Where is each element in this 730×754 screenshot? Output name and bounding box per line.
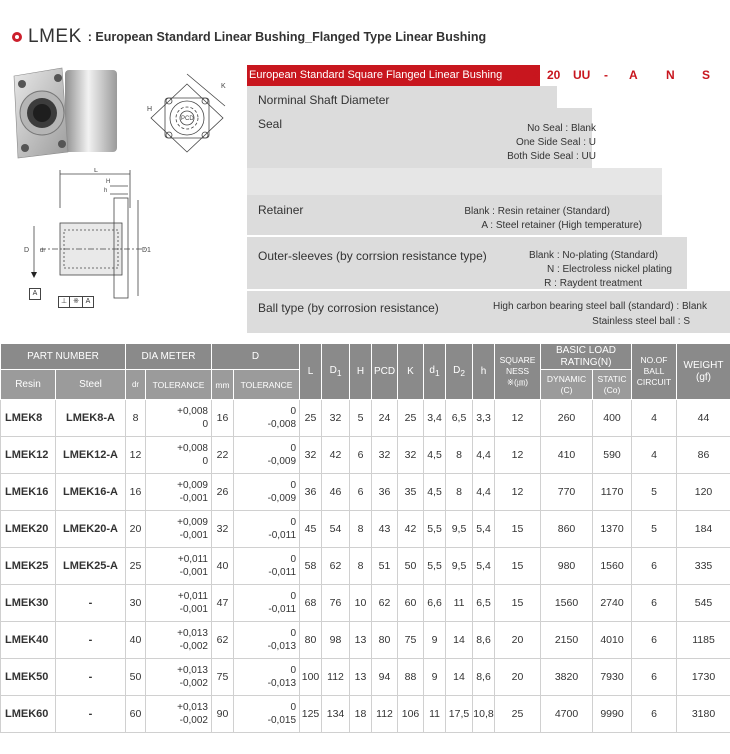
cell-d1-small: 5,5	[424, 511, 446, 548]
cell-d1: 32	[322, 400, 350, 437]
cell-d1: 134	[322, 696, 350, 733]
cell-k: 25	[398, 400, 424, 437]
product-illustrations	[0, 60, 245, 335]
th-resin: Resin	[1, 370, 56, 400]
cell-static: 7930	[593, 659, 632, 696]
cell-d-tolerance-value: -0,011	[268, 567, 297, 578]
cell-d: 32	[212, 511, 234, 548]
cell-d2: 6,5	[446, 400, 473, 437]
svg-text:D: D	[24, 247, 30, 254]
cell-d2: 9,5	[446, 548, 473, 585]
cell-pcd: 43	[372, 511, 398, 548]
cell-d1: 98	[322, 622, 350, 659]
th-l: L	[300, 344, 322, 400]
cell-h: 10	[350, 585, 372, 622]
cell-dr: 30	[126, 585, 146, 622]
cell-squareness: 25	[495, 696, 541, 733]
cell-dr: 40	[126, 622, 146, 659]
cell-d-tolerance-value: 0	[290, 480, 297, 491]
retainer-option-1: Blank : Resin retainer (Standard)	[464, 206, 610, 217]
cell-k: 35	[398, 474, 424, 511]
cell-dr-tolerance	[146, 400, 212, 437]
cell-d: 16	[212, 400, 234, 437]
cell-steel-part: LMEK20-A	[56, 511, 126, 548]
cell-d1-small: 6,6	[424, 585, 446, 622]
cell-l: 36	[300, 474, 322, 511]
cell-d: 62	[212, 622, 234, 659]
cell-d: 75	[212, 659, 234, 696]
cell-resin-part: LMEK8	[1, 400, 56, 437]
cell-steel-part: LMEK25-A	[56, 548, 126, 585]
cell-d-tolerance-value: -0,009	[267, 493, 297, 504]
cell-dr-tolerance-value: -0,001	[179, 530, 208, 541]
cell-static: 1370	[593, 511, 632, 548]
cell-h-small: 8,6	[473, 659, 495, 696]
table-row	[1, 659, 730, 696]
table-row	[1, 548, 730, 585]
cell-steel-part: LMEK16-A	[56, 474, 126, 511]
label-seal: Seal	[258, 117, 283, 131]
cell-weight: 335	[677, 548, 730, 585]
cell-d2: 11	[446, 585, 473, 622]
cell-squareness: 15	[495, 548, 541, 585]
cell-squareness: 20	[495, 659, 541, 696]
cell-d1-small: 3,4	[424, 400, 446, 437]
cell-weight: 545	[677, 585, 730, 622]
cell-d2: 8	[446, 437, 473, 474]
cell-weight: 44	[677, 400, 730, 437]
th-pcd: PCD	[372, 344, 398, 400]
cell-dr-tolerance-value: -0,002	[179, 715, 208, 726]
cell-d1: 54	[322, 511, 350, 548]
code-sleeve: N	[666, 68, 675, 82]
cell-weight: 1185	[677, 622, 730, 659]
tolerance-frame	[58, 296, 94, 308]
table-row	[1, 622, 730, 659]
th-part-number: PART NUMBER	[1, 344, 126, 370]
cell-dr-tolerance	[146, 548, 212, 585]
sleeve-option-3: R : Raydent treatment	[544, 278, 642, 289]
th-d1-small: $d_1$	[424, 344, 446, 400]
cell-static: 2740	[593, 585, 632, 622]
cell-h: 13	[350, 659, 372, 696]
table-row	[1, 585, 730, 622]
cell-d1-small: 5,5	[424, 548, 446, 585]
cell-resin-part: LMEK12	[1, 437, 56, 474]
cell-k: 32	[398, 437, 424, 474]
datum-label-a: A	[29, 288, 41, 300]
cell-d1: 112	[322, 659, 350, 696]
cell-ball-circuit: 6	[632, 622, 677, 659]
cell-squareness: 20	[495, 622, 541, 659]
svg-text:dr: dr	[40, 248, 46, 254]
cell-resin-part: LMEK30	[1, 585, 56, 622]
cell-squareness: 15	[495, 585, 541, 622]
cell-ball-circuit: 5	[632, 511, 677, 548]
cell-d1: 46	[322, 474, 350, 511]
ball-option-1: High carbon bearing steel ball (standard) : Blank	[492, 301, 707, 312]
cell-k: 50	[398, 548, 424, 585]
th-dynamic: DYNAMIC (C)	[541, 370, 593, 400]
cell-d: 40	[212, 548, 234, 585]
cell-pcd: 36	[372, 474, 398, 511]
cell-steel-part: LMEK12-A	[56, 437, 126, 474]
cell-h: 6	[350, 474, 372, 511]
perpendicular-symbol: ⊥	[59, 297, 70, 307]
cell-k: 42	[398, 511, 424, 548]
svg-text:PCD: PCD	[181, 116, 194, 122]
cell-h: 13	[350, 622, 372, 659]
cell-d-tolerance-value: 0	[290, 554, 297, 565]
cell-ball-circuit: 4	[632, 437, 677, 474]
label-shaft-diameter: Norminal Shaft Diameter	[258, 93, 390, 107]
cell-d-tolerance-value: -0,015	[267, 715, 297, 726]
cell-weight: 184	[677, 511, 730, 548]
cell-dr: 60	[126, 696, 146, 733]
cell-d-tolerance-value: 0	[290, 406, 297, 417]
cell-dr-tolerance	[146, 511, 212, 548]
band-gap	[247, 168, 662, 195]
seal-option-2: One Side Seal : U	[515, 137, 596, 148]
cell-dr-tolerance-value: +0,013	[177, 628, 208, 639]
cell-d1: 76	[322, 585, 350, 622]
cell-d-tolerance-value: -0,009	[267, 456, 297, 467]
cell-d-tolerance-value: -0,013	[267, 678, 297, 689]
cell-d1-small: 11	[424, 696, 446, 733]
bullet-icon	[12, 32, 22, 42]
cell-d-tolerance-value: -0,013	[267, 641, 297, 652]
cell-dr-tolerance-value: +0,011	[177, 554, 208, 565]
cell-squareness: 12	[495, 474, 541, 511]
cell-dr: 20	[126, 511, 146, 548]
cell-d2: 8	[446, 474, 473, 511]
cell-l: 100	[300, 659, 322, 696]
cell-dr-tolerance-value: +0,011	[177, 591, 208, 602]
cell-l: 68	[300, 585, 322, 622]
label-outer-sleeves: Outer-sleeves (by corrsion resistance type)	[258, 249, 487, 263]
cell-k: 106	[398, 696, 424, 733]
cell-static: 9990	[593, 696, 632, 733]
th-d2: $D_2$	[446, 344, 473, 400]
th-squareness: SQUARE NESS ※(㎛)	[495, 344, 541, 400]
cell-d-tolerance-value: 0	[290, 665, 297, 676]
cell-d: 22	[212, 437, 234, 474]
cell-dr: 8	[126, 400, 146, 437]
cell-dr-tolerance-value: +0,008	[177, 406, 208, 417]
th-dr-tolerance: TOLERANCE	[146, 370, 212, 400]
cell-resin-part: LMEK40	[1, 622, 56, 659]
cell-pcd: 80	[372, 622, 398, 659]
cell-dr-tolerance-value: +0,013	[177, 702, 208, 713]
th-k: K	[398, 344, 424, 400]
cell-d-tolerance	[234, 437, 300, 474]
cell-resin-part: LMEK16	[1, 474, 56, 511]
cell-h: 8	[350, 511, 372, 548]
cell-dynamic: 1560	[541, 585, 593, 622]
cell-d-tolerance-value: 0	[290, 443, 297, 454]
svg-text:h: h	[104, 188, 108, 194]
cell-pcd: 94	[372, 659, 398, 696]
cell-steel-part: -	[56, 622, 126, 659]
cell-resin-part: LMEK60	[1, 696, 56, 733]
cell-steel-part: -	[56, 585, 126, 622]
cell-weight: 3180	[677, 696, 730, 733]
designation-panel	[247, 65, 730, 333]
cell-pcd: 51	[372, 548, 398, 585]
th-d1: $D_1$	[322, 344, 350, 400]
table-row	[1, 474, 730, 511]
cell-dr-tolerance	[146, 622, 212, 659]
cell-weight: 1730	[677, 659, 730, 696]
cell-dr-tolerance-value: -0,002	[179, 678, 208, 689]
th-weight: WEIGHT (gf)	[677, 344, 730, 400]
cell-h-small: 10,8	[473, 696, 495, 733]
product-photo	[10, 62, 120, 162]
cell-dr-tolerance-value: +0,009	[177, 480, 208, 491]
th-steel: Steel	[56, 370, 126, 400]
cell-d-tolerance	[234, 511, 300, 548]
cell-steel-part: -	[56, 696, 126, 733]
cell-dynamic: 770	[541, 474, 593, 511]
cell-d2: 14	[446, 659, 473, 696]
seal-option-3: Both Side Seal : UU	[507, 151, 596, 162]
cell-resin-part: LMEK20	[1, 511, 56, 548]
cell-dr: 25	[126, 548, 146, 585]
sleeve-option-1: Blank : No-plating (Standard)	[529, 250, 658, 261]
cell-l: 125	[300, 696, 322, 733]
cell-dr-tolerance-value: +0,009	[177, 517, 208, 528]
cell-dynamic: 3820	[541, 659, 593, 696]
product-subtitle: : European Standard Linear Bushing_Flanged Type Linear Bushing	[87, 30, 487, 44]
cell-h-small: 8,6	[473, 622, 495, 659]
cell-d1-small: 4,5	[424, 474, 446, 511]
cell-dr-tolerance	[146, 437, 212, 474]
cell-resin-part: LMEK25	[1, 548, 56, 585]
cell-d2: 14	[446, 622, 473, 659]
cell-d-tolerance	[234, 474, 300, 511]
code-size: 20	[547, 68, 561, 82]
cell-pcd: 62	[372, 585, 398, 622]
label-ball-type: Ball type (by corrosion resistance)	[258, 301, 439, 315]
retainer-option-2: A : Steel retainer (High temperature)	[481, 220, 642, 231]
cell-k: 88	[398, 659, 424, 696]
cell-squareness: 12	[495, 400, 541, 437]
cell-d1-small: 9	[424, 622, 446, 659]
cell-dynamic: 860	[541, 511, 593, 548]
sleeve-option-2: N : Electroless nickel plating	[546, 264, 672, 275]
th-h-small: h	[473, 344, 495, 400]
designation-title: European Standard Square Flanged Linear Bushing	[247, 65, 540, 86]
th-basic-load: BASIC LOAD RATING(N)	[541, 344, 632, 370]
cell-d-tolerance	[234, 400, 300, 437]
cell-dr-tolerance-value: +0,008	[177, 443, 208, 454]
cell-dr-tolerance	[146, 696, 212, 733]
cell-dr-tolerance-value: -0,001	[179, 493, 208, 504]
svg-text:L: L	[94, 168, 98, 174]
cell-d1-small: 4,5	[424, 437, 446, 474]
code-series: LMEK	[505, 68, 539, 82]
th-static: STATIC (Co)	[593, 370, 632, 400]
cell-h: 18	[350, 696, 372, 733]
cell-ball-circuit: 5	[632, 474, 677, 511]
th-dia-meter: DIA METER	[126, 344, 212, 370]
cell-ball-circuit: 6	[632, 696, 677, 733]
cell-d-tolerance	[234, 548, 300, 585]
cell-d-tolerance-value: -0,011	[268, 530, 297, 541]
cell-h-small: 4,4	[473, 474, 495, 511]
product-code-title: LMEK	[28, 26, 82, 47]
cell-h: 6	[350, 437, 372, 474]
cell-h-small: 3,3	[473, 400, 495, 437]
cell-resin-part: LMEK50	[1, 659, 56, 696]
cell-steel-part: -	[56, 659, 126, 696]
cell-dynamic: 260	[541, 400, 593, 437]
svg-text:H: H	[106, 179, 111, 185]
cell-static: 400	[593, 400, 632, 437]
th-d: D	[212, 344, 300, 370]
page-header	[12, 26, 486, 48]
cell-h-small: 5,4	[473, 548, 495, 585]
cell-h-small: 6,5	[473, 585, 495, 622]
cell-d: 47	[212, 585, 234, 622]
svg-text:D1: D1	[142, 247, 151, 254]
cell-d-tolerance-value: 0	[290, 517, 297, 528]
table-row	[1, 400, 730, 437]
cell-dr: 50	[126, 659, 146, 696]
front-view-drawing	[135, 66, 240, 166]
cell-d-tolerance	[234, 696, 300, 733]
label-retainer: Retainer	[258, 203, 304, 217]
cell-static: 590	[593, 437, 632, 474]
cell-d-tolerance-value: 0	[290, 628, 297, 639]
table-row	[1, 511, 730, 548]
cell-d-tolerance-value: -0,011	[268, 604, 297, 615]
cell-pcd: 24	[372, 400, 398, 437]
cell-d-tolerance	[234, 585, 300, 622]
cell-d-tolerance	[234, 622, 300, 659]
cell-l: 25	[300, 400, 322, 437]
cell-dynamic: 4700	[541, 696, 593, 733]
cell-dr-tolerance	[146, 585, 212, 622]
cell-ball-circuit: 6	[632, 659, 677, 696]
cell-d1: 42	[322, 437, 350, 474]
cell-dr-tolerance	[146, 474, 212, 511]
cell-dr-tolerance-value: -0,002	[179, 641, 208, 652]
cell-ball-circuit: 6	[632, 585, 677, 622]
datum-ref-a: A	[85, 298, 91, 305]
cell-dynamic: 980	[541, 548, 593, 585]
cell-squareness: 15	[495, 511, 541, 548]
cell-dynamic: 2150	[541, 622, 593, 659]
cell-dr-tolerance-value: 0	[202, 456, 208, 467]
side-view-drawing	[20, 168, 160, 303]
cell-d: 90	[212, 696, 234, 733]
code-retainer: A	[629, 68, 638, 82]
cell-weight: 120	[677, 474, 730, 511]
th-d-tolerance: TOLERANCE	[234, 370, 300, 400]
code-dash: -	[604, 68, 608, 82]
spec-table-body	[1, 400, 730, 733]
seal-option-1: No Seal : Blank	[527, 123, 596, 134]
cell-pcd: 112	[372, 696, 398, 733]
squareness-symbol: ※	[70, 297, 83, 307]
cell-ball-circuit: 6	[632, 548, 677, 585]
cell-d-tolerance-value: -0,008	[267, 419, 297, 430]
cell-h-small: 5,4	[473, 511, 495, 548]
table-row	[1, 696, 730, 733]
cell-static: 1170	[593, 474, 632, 511]
cell-dr-tolerance-value: 0	[202, 419, 208, 430]
cell-dr: 12	[126, 437, 146, 474]
cell-weight: 86	[677, 437, 730, 474]
cell-static: 1560	[593, 548, 632, 585]
cell-ball-circuit: 4	[632, 400, 677, 437]
cell-dr-tolerance-value: +0,013	[177, 665, 208, 676]
svg-text:K: K	[221, 83, 226, 90]
cell-l: 58	[300, 548, 322, 585]
cell-d2: 17,5	[446, 696, 473, 733]
cell-steel-part: LMEK8-A	[56, 400, 126, 437]
cell-dr-tolerance	[146, 659, 212, 696]
ball-option-2: Stainless steel ball : S	[592, 316, 690, 327]
cell-d-tolerance-value: 0	[290, 591, 297, 602]
cell-d: 26	[212, 474, 234, 511]
cell-static: 4010	[593, 622, 632, 659]
code-seal: UU	[573, 68, 591, 82]
cell-d1-small: 9	[424, 659, 446, 696]
cell-k: 75	[398, 622, 424, 659]
th-dr: dr	[126, 370, 146, 400]
cell-squareness: 12	[495, 437, 541, 474]
table-row	[1, 437, 730, 474]
cell-dr-tolerance-value: -0,001	[179, 604, 208, 615]
cell-dr: 16	[126, 474, 146, 511]
cell-d-tolerance-value: 0	[290, 702, 297, 713]
th-mm: mm	[212, 370, 234, 400]
cell-d2: 9,5	[446, 511, 473, 548]
th-h: H	[350, 344, 372, 400]
cell-dr-tolerance-value: -0,001	[179, 567, 208, 578]
cell-dynamic: 410	[541, 437, 593, 474]
cell-l: 45	[300, 511, 322, 548]
cell-h: 5	[350, 400, 372, 437]
svg-text:H: H	[147, 106, 153, 113]
cell-k: 60	[398, 585, 424, 622]
cell-d-tolerance	[234, 659, 300, 696]
cell-h: 8	[350, 548, 372, 585]
cell-h-small: 4,4	[473, 437, 495, 474]
spec-table	[0, 343, 730, 733]
cell-l: 32	[300, 437, 322, 474]
cell-d1: 62	[322, 548, 350, 585]
cell-l: 80	[300, 622, 322, 659]
cell-pcd: 32	[372, 437, 398, 474]
code-ball: S	[702, 68, 711, 82]
th-ball-circuit: NO.OF BALL CIRCUIT	[632, 344, 677, 400]
